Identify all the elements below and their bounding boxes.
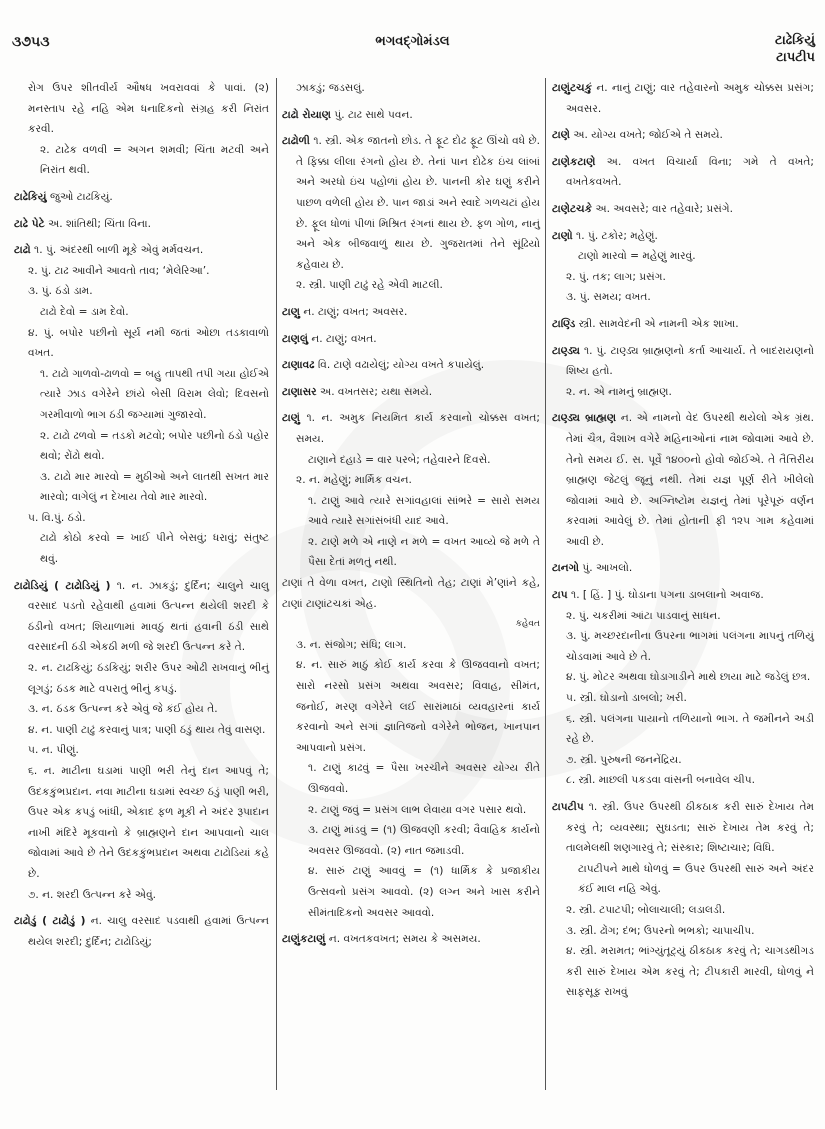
- definition-text: ૩. ન. ઠંડક ઉત્પન્ન કરે એવું જે કંઈ હોય તે.: [28, 703, 218, 716]
- entry-sense: [552, 941, 814, 1003]
- dictionary-entry: [282, 105, 540, 126]
- dictionary-entry: [552, 314, 814, 335]
- definition-text: ૨. સ્ત્રી. પાણી ટાઢું રહે એવી માટલી.: [296, 279, 443, 292]
- definition-text: ૧. સ્ત્રી. ઉપર ઉપરથી ઠીકઠાક કરી સારું દેખાય તેમ કરવું તે; વ્યવસ્થા; સુઘડતા; સારું દેખાય તેમ કરવું તે; તાલમેલથી શણગારવું તે; સંસ્કાર; શિષ્ટાચાર; વિધિ.: [566, 801, 814, 855]
- definition-text: ન. વખતકવખત; સમય કે અસમય.: [325, 933, 481, 946]
- guide-words: [775, 32, 815, 66]
- definition-text: ૨. પું. ટાઢ આવીને આવતો તાવ; ‘મેલેરિઆ’.: [28, 264, 210, 277]
- definition-text: ટાણાને દહાડે = વાર પરબે; તહેવારને દિવસે.: [308, 453, 491, 466]
- definition-text: ૪. ન. સારું માઠું કોઈ કાર્ય કરવા કે ઊજવવાનો વખત; સારો નરસો પ્રસંગ અથવા અવસર; વિવાહ, સીમંત, જનોઈ, મરણ વગેરેને લઈ સારાંમાઠાં વ્યવહારનાં કાર્ય કરવાનો અને સગાં જ્ઞાતિજનો વગેરેને ભોજન, ખાનપાન આપવાનો પ્રસંગ.: [296, 659, 540, 754]
- headword: ટાણેટચકે: [552, 202, 593, 215]
- entry-sense: [14, 364, 269, 426]
- definition-text: ૫. ન. પીણું.: [28, 744, 79, 757]
- dictionary-entry: [14, 214, 269, 235]
- page-header: [0, 30, 825, 70]
- headword: ટાઢે પેટે: [14, 217, 45, 230]
- dictionary-entry: [552, 199, 814, 220]
- headword: ટાણો: [552, 229, 573, 242]
- dictionary-entry: [14, 576, 269, 658]
- definition-text: ૧. પું. ટાણ્ડ્ય બ્રાહ્મણનો કર્તા આચાર્ય. તે બાદરાયણનો શિષ્ય હતો.: [566, 344, 814, 378]
- definition-text: ૨. ટાણે મળે એ નાણે ન મળે = વખત આવ્યે જે મળે તે પૈસા દેતાં મળતું નથી.: [308, 535, 540, 569]
- definition-text: ૩. પું. મચ્છરદાનીના ઉપરના ભાગમાં પલંગના માપનું તળિયું ચોડવામાં આવે છે તે.: [566, 630, 814, 663]
- definition-text: ૮. સ્ત્રી. માછલી પકડવા વાંસની બનાવેલ ચીપ.: [566, 774, 755, 787]
- book-title: ભગવદ્‌ગોમંડલ: [375, 34, 450, 49]
- definition-text: ૧. ટાણું આવે ત્યારે સગાંવહાલાં સાંભરે = સારો સમય આવે ત્યારે સગાંસંબંધી યાદ આવે.: [308, 494, 540, 528]
- entry-sense: [282, 491, 540, 532]
- definition-text: ૪. સારું ટાણું આવવું = (૧) ધાર્મિક કે પ્રજાકીય ઉત્સવનો પ્રસંગ આવવો. (૨) લગ્ન અને ખાસ કરીને સીમંતાદિકનો અવસર આવવો.: [308, 865, 540, 919]
- headword: ટાણ્ડ્ય બ્રાહ્મણ: [552, 412, 617, 425]
- definition-text: અ. યોગ્ય વખતે; જોઈએ તે સમયે.: [570, 129, 723, 142]
- entry-sense: [552, 667, 814, 688]
- column-divider: [545, 78, 546, 1090]
- entry-sense: [552, 709, 814, 750]
- definition-text: ઝાકડું; જડસલું.: [296, 82, 365, 94]
- entry-sense: [14, 281, 269, 302]
- dictionary-entry: [552, 78, 814, 119]
- entry-sense: [552, 626, 814, 667]
- entry-sense: [14, 699, 269, 720]
- definition-text: ૨. સ્ત્રી. ટપાટપી; બોલાચાલી; લડાલડી.: [566, 903, 726, 916]
- definition-text: અ. વખતસર; યથા સમયે.: [316, 385, 433, 398]
- entry-sense: [282, 78, 540, 99]
- entry-sense: [14, 323, 269, 364]
- entry-sense: [282, 614, 540, 635]
- dictionary-entry: [14, 187, 269, 208]
- definition-text: ૪. પું. બપોર પછીનો સૂર્ય નમી જતાં ઓછા તડકાવાળો વખત.: [28, 326, 269, 360]
- dictionary-entry: [14, 240, 269, 261]
- entry-sense: [14, 426, 269, 467]
- entry-sense: [14, 302, 269, 323]
- headword: ટાનગો: [552, 562, 580, 575]
- definition-text: ૩. ટાણું માંડવું = (૧) ઊજવણી કરવી; વૈવાહિક કાર્યનો અવસર ઊજવવો. (૨) નાત જમાડવી.: [308, 824, 540, 857]
- definition-text: પું. ટાઢ સાથે પવન.: [331, 108, 413, 121]
- entry-sense: [14, 78, 269, 140]
- dictionary-entry: [552, 558, 814, 579]
- entry-sense: [552, 859, 814, 900]
- definition-text: ૧. સ્ત્રી. એક જાતનો છોડ. તે ફૂટ દોઢ ફૂટ ઊંચો વધે છે. તે ફિક્કા લીલા રંગનો હોય છે. તેનાં પાન દોઢેક ઇંચ લાંબાં અને અરધો ઇંચ પહોળાં હોય છે. પાનની કોર ઘણું કરીને પાછળ વળેલી હોય છે. પાન જાડાં અને સ્વાદે ગળચટાં હોય છે. ફૂલ ધોળાં પીળાં મિશ્રિત રંગનાં થાય છે. ફળ ગોળ, નાનું અને એક બીજવાળું થાય છે. ગુજરાતમાં તેને સૂંઢિયો કહેવાય છે.: [296, 135, 541, 271]
- entry-sense: [282, 758, 540, 799]
- definition-text: ૨. ન. મહેણું; માર્મિક વચન.: [296, 474, 412, 487]
- dictionary-entry: [552, 125, 814, 146]
- entry-sense: [282, 450, 540, 471]
- definition-text: ૨. ટાઢો ઢળવો = તડકો મટવો; બપોર પછીનો ઠંડો પહોર થવો; રોંઢો થવો.: [40, 429, 269, 463]
- entry-sense: [282, 275, 540, 296]
- dictionary-entry: [14, 911, 269, 952]
- dictionary-entry: [282, 382, 540, 403]
- headword: ટાપટીપ: [552, 801, 584, 813]
- definition-text: ટાઢો દેવો = ડામ દેવો.: [40, 305, 129, 318]
- entry-sense: [282, 800, 540, 821]
- headword: ટાણાવઢ: [282, 359, 315, 372]
- dictionary-entry: [282, 929, 540, 950]
- definition-text: અ. શાંતિથી; ચિંતા વિના.: [44, 217, 152, 230]
- entry-sense: [282, 635, 540, 656]
- definition-text: ૭. ન. શરદી ઉત્પન્ન કરે એવું.: [28, 888, 157, 901]
- definition-text: ૭. સ્ત્રી. પુરુષની જનનેંદ્રિય.: [566, 753, 682, 766]
- entry-sense: [282, 655, 540, 758]
- headword: ટાણે: [552, 129, 570, 142]
- dictionary-entry: [552, 797, 814, 859]
- definition-text: ન. ટાણું; વખત; અવસર.: [300, 305, 408, 318]
- definition-text: ૩. સ્ત્રી. ઢોંગ; દંભ; ઉપરનો ભભકો; ચાપાચીપ.: [566, 924, 755, 937]
- dictionary-entry: [552, 585, 814, 606]
- headword: ટાઢો: [14, 244, 31, 257]
- headword: ટાઢોળી: [282, 135, 310, 148]
- column-middle: [282, 78, 540, 1129]
- definition-text: ૩. પું. ઠંડો ડામ.: [28, 285, 93, 298]
- definition-text: ન. એ નામનો વેદ ઉપરથી થયેલો એક ગ્રંથ. તેમાં ચૈત્ર, વૈશાખ વગેરે મહિનાઓનાં નામ જોવામાં આવે છે. તેનો સમય ઈ. સ. પૂર્વે ૧૪૦૦નો હોવો જોઈએ. તે તૈત્તિરીય બ્રાહ્મણ જેટલું જૂનું નથી. તેમાં યજ્ઞ પૂર્ણ રીતે ખીલેલો જોવામાં આવે છે. અગ્નિષ્ટોમ યજ્ઞનું તેમાં પૂરેપૂરું વર્ણન કરવામાં આવેલું છે. તેમાં હોતાની ફી ૧૨૫ ગામ કહેવામાં આવી છે.: [566, 412, 815, 548]
- column-divider: [276, 78, 277, 1090]
- definition-text: ૪. ન. પાણી ટાઢું કરવાનું પાત્ર; પાણી ઠંડું થાય તેવું વાસણ.: [28, 723, 266, 736]
- headword: ટાઢોડું ( ટાઢોડું ): [14, 915, 86, 928]
- definition-text: ૧. ન. ઝાકડું; દુર્દિન; ચાલુને ચાલુ વરસાદ પડતો રહેવાથી હવામાં ઉત્પન્ન થયેલી શરદી કે ઠંડીનો વખત; શિયાળામાં માવઠું થતાં હવાની ઠંડી સાથે વરસાદની ઠંડી એકઠી મળી જે શરદી ઉત્પન્ન કરે તે.: [28, 579, 269, 654]
- entry-sense: [14, 761, 269, 885]
- headword: ટાપ: [552, 589, 568, 602]
- dictionary-entry: [282, 408, 540, 449]
- definition-text: ૨. પું. તક; લાગ; પ્રસંગ.: [566, 270, 666, 283]
- entry-sense: [282, 820, 540, 861]
- definition-text: ૧. ન. અમુક નિયમિત કાર્ય કરવાનો ચોક્કસ વખત; સમય.: [296, 412, 540, 445]
- headword: ટાણુ: [282, 305, 300, 318]
- definition-text: ૧. [ હિં. ] પું. ઘોડાના પગના ડાબલાનો અવાજ.: [567, 589, 764, 602]
- definition-text: ૩. ટાઢો માર મારવો = મુઠીઓ અને લાતથી સખત માર મારવો; વાગેલું ન દેખાય તેવો માર મારવો.: [40, 470, 269, 504]
- dictionary-entry: [552, 226, 814, 247]
- definition-text: વિ. ટાણે વઢાયેલું; યોગ્ય વખતે કપાયેલું.: [314, 359, 485, 372]
- entry-sense: [552, 900, 814, 921]
- definition-text: ૬. સ્ત્રી. પલંગના પાયાનો તળિયાનો ભાગ. તે જમીનને અડી રહે છે.: [566, 712, 814, 746]
- definition-text: કહેવત: [515, 619, 540, 630]
- entry-sense: [14, 720, 269, 741]
- definition-text: ૩. પું. સમય; વખત.: [566, 291, 651, 304]
- headword: ટાઢોડિયું ( ટાઢોડિયું ): [14, 579, 111, 592]
- definition-text: પું. આખલો.: [579, 562, 633, 575]
- entry-sense: [14, 885, 269, 906]
- definition-text: ૪. પું. મોટર અથવા ઘોડાગાડીને માથે છાયા માટે જડેલું છત્ર.: [566, 671, 811, 684]
- entry-sense: [552, 606, 814, 627]
- dictionary-entry: [552, 152, 814, 193]
- column-right: [552, 78, 814, 1129]
- entry-sense: [552, 688, 814, 709]
- guide-word-last: ટાપટીપ: [776, 50, 815, 65]
- definition-text: ૨. ટાણું જવું = પ્રસંગ લાભ લેવાયા વગર પસાર થવો.: [308, 803, 527, 816]
- headword: ટાઢો રોયાણ: [282, 108, 331, 121]
- definition-text: ૪. સ્ત્રી. મરામત; ભાંગ્યુંતૂટ્યું ઠીકઠાક કરવું તે; ચાગડથીગડ કરી સારું દેખાય એમ કરવું તે; ટીપકારી મારવી, ધોળવું ને સાફસૂફ રાખવું: [566, 945, 814, 999]
- entry-sense: [552, 750, 814, 771]
- column-left: [14, 78, 269, 1129]
- entry-sense: [282, 532, 540, 573]
- definition-text: ટાપટીપને માથે ધોળવું = ઉપર ઉપરથી સારું અને અંદર કંઈ માલ નહિ એવું.: [578, 862, 814, 896]
- entry-sense: [14, 740, 269, 761]
- definition-text: ૧. ટાણું કાઢવું = પૈસા ખરચીને અવસર યોગ્ય રીતે ઊજવવો.: [308, 762, 540, 795]
- entry-sense: [552, 382, 814, 403]
- dictionary-entry: [282, 329, 540, 350]
- definition-text: રોગ ઉપર શીતવીર્ય ઔષધ ખવરાવવાં કે પાવાં. (૨) મનસ્તાપ રહે નહિ એમ ધનાદિકનો સંગ્રહ કરી નિરાંત કરવી.: [28, 82, 269, 136]
- headword: ટાણ્ડિ: [552, 317, 576, 330]
- definition-text: અ. અવસરે; વાર તહેવારે; પ્રસંગે.: [592, 202, 733, 215]
- definition-text: ૨. ન. એ નામનું બ્રાહ્મણ.: [566, 385, 672, 398]
- definition-text: અ. વખત વિચાર્યા વિના; ગમે તે વખતે; વખતેકવખતે.: [566, 155, 814, 189]
- definition-text: ૧. પું. અંદરથી બાળી મૂકે એવું મર્મવચન.: [30, 244, 204, 257]
- definition-text: ૨. ન. ટાઢકિયું; ઠંડકિયું; શરીર ઉપર ઓઢી રાખવાનું ભીનું લૂગડું; ઠંડક માટે વપરાતું ભીનું કપડું.: [28, 662, 269, 695]
- definition-text: ટાણાં તે વેળા વખત, ટાણો સ્થિતિનો તેહ; ટાણાં મે’ણાંને કહે, ટાણાં ટાણાંટચકાં એહ.: [282, 577, 540, 610]
- headword: ટાણું: [282, 412, 300, 425]
- definition-text: ૬. ન. માટીના ઘડામાં પાણી ભરી તેનું દાન આપવું તે; ઉદકકુંભપ્રદાન. નવા માટીના ઘડામાં સ્વચ્છ ઠંડું પાણી ભરી, ઉપર એક કપડું બાંધી, એકાદ ફળ મૂકી ને અંદર રૂપાદાન નાખી મંદિરે મૂકવાનો કે બ્રાહ્મણને દાન આપવાનો ચાલ જોવામાં આવે છે તેને ઉદકકુંભપ્રદાન અથવા ટાઢોડિયાં કહે છે.: [28, 765, 269, 880]
- entry-sense: [14, 528, 269, 569]
- entry-sense: [552, 267, 814, 288]
- definition-text: જુઓ ટાઢકિયું.: [46, 190, 113, 203]
- entry-sense: [552, 770, 814, 791]
- definition-text: ટાણો મારવો = મહેણું મારવું.: [578, 250, 696, 263]
- dictionary-entry: [282, 355, 540, 376]
- definition-text: ટાઢો કોઠો કરવો = ખાઈ પીને બેસવું; ધરાવું; સંતુષ્ટ થવું.: [40, 532, 269, 566]
- entry-sense: [282, 573, 540, 614]
- definition-text: ૫. સ્ત્રી. ઘોડાનો ડાબલો; ખરી.: [566, 692, 687, 705]
- headword: ટાઢેકિયું: [14, 190, 47, 203]
- entry-sense: [14, 140, 269, 181]
- definition-text: ન. નાનું ટાણું; વાર તહેવારનો અમુક ચોક્કસ પ્રસંગ; અવસર.: [566, 82, 814, 115]
- dictionary-entry: [552, 341, 814, 382]
- definition-text: ૩. ન. સંજોગ; સંધિ; લાગ.: [296, 638, 407, 651]
- entry-sense: [552, 246, 814, 267]
- definition-text: સ્ત્રી. સામવેદની એ નામની એક શાખા.: [575, 317, 739, 330]
- headword: ટાણેકટાણે: [552, 155, 596, 168]
- dictionary-entry: [552, 408, 814, 552]
- headword: ટાણુંકટાણું: [282, 933, 326, 946]
- entry-sense: [552, 287, 814, 308]
- definition-text: ૧. ટાઢો ગાળવો-ઢાળવો = બહુ તાપથી તપી ગયા હોઈએ ત્યારે ઝાડ વગેરેને છાંયે બેસી વિરામ લેવો; દિવસનો ગરમીવાળો ભાગ ઠંડી જગ્યામાં ગુજારવો.: [40, 367, 269, 421]
- entry-sense: [282, 861, 540, 923]
- entry-sense: [14, 508, 269, 529]
- headword: ટાણ્ડ્ય: [552, 344, 581, 357]
- entry-sense: [282, 470, 540, 491]
- headword: ટાણાસર: [282, 385, 317, 398]
- definition-text: ૨. પું. ચકરીમાં આંટા પાડવાનું સાધન.: [566, 609, 721, 622]
- dictionary-entry: [282, 131, 540, 275]
- entry-sense: [552, 921, 814, 942]
- definition-text: ન. ટાણું; વખત.: [308, 332, 377, 345]
- definition-text: ન. ચાલુ વરસાદ પડવાથી હવામાં ઉત્પન્ન થયેલ શરદી; દુર્દિન; ટાઢોડિયું;: [28, 915, 270, 948]
- guide-word-first: ટાઢેકિયું: [775, 33, 815, 48]
- entry-sense: [14, 467, 269, 508]
- definition-text: ૨. ટાઢેક વળવી = અગન શમવી; ચિંતા મટવી અને નિરાંત થવી.: [40, 143, 269, 177]
- dictionary-entry: [282, 302, 540, 323]
- headword: ટાણુંટચકું: [552, 82, 593, 94]
- entry-sense: [14, 658, 269, 699]
- entry-sense: [14, 261, 269, 282]
- definition-text: ૧. પું. ટકોર; મહેણું.: [572, 229, 658, 242]
- headword: ટાણલું: [282, 332, 309, 345]
- definition-text: ૫. વિ.પું. ઠંડો.: [28, 511, 86, 524]
- page-number: ૩૭૫૩: [12, 34, 50, 50]
